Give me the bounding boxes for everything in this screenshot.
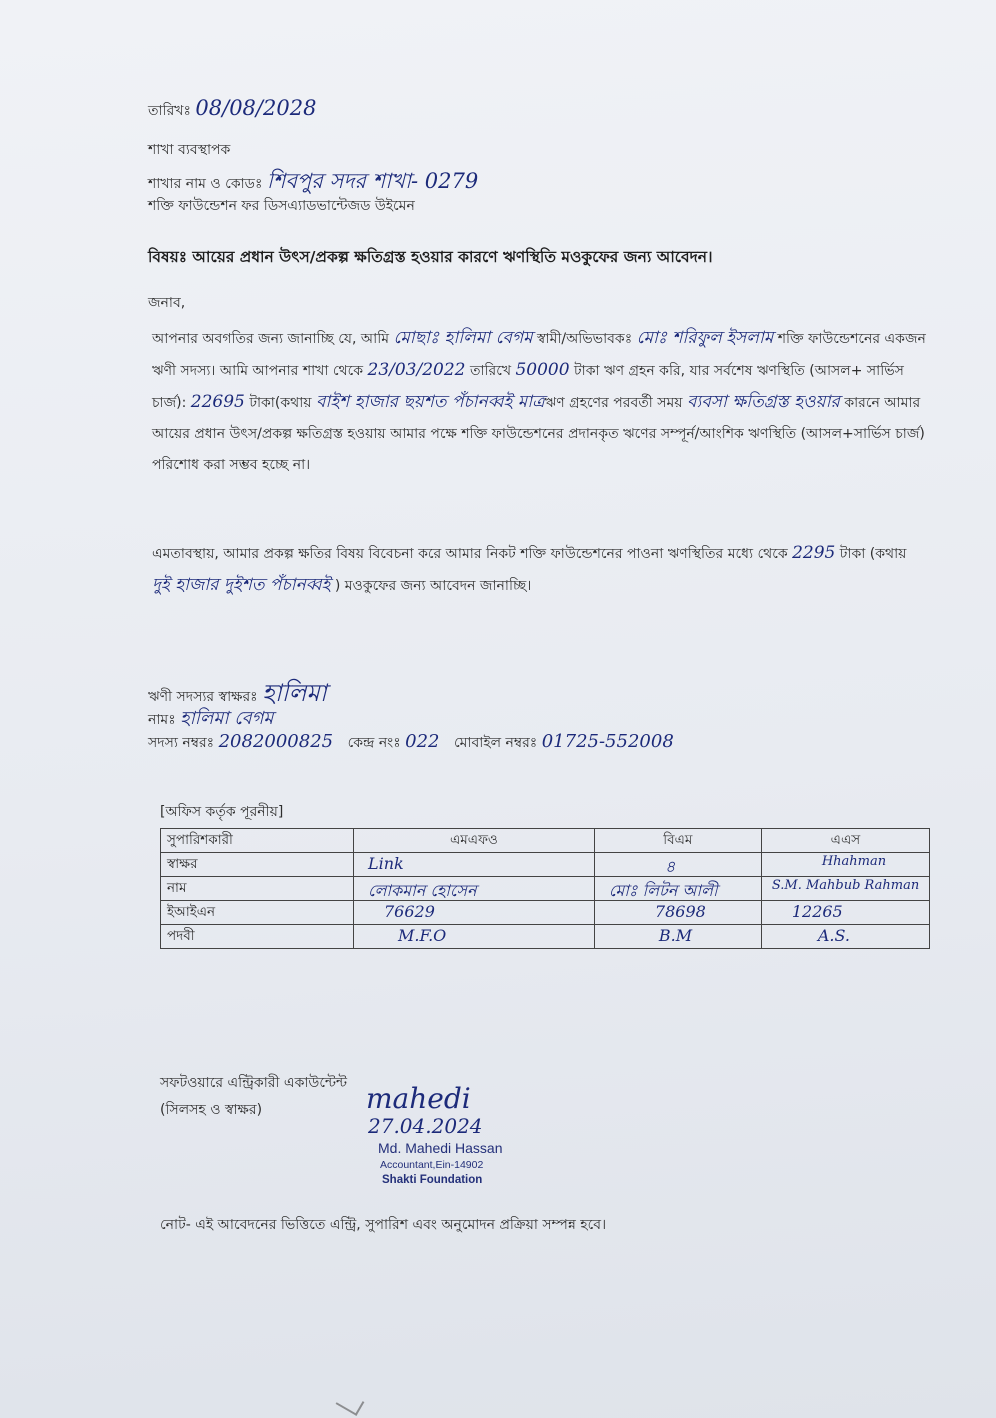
accountant-label: সফটওয়ারে এন্ট্রিকারী একাউন্টেন্ট xyxy=(160,1075,347,1091)
table-row: নাম লোকমান হোসেন মোঃ লিটন আলী S.M. Mahbub Rahman xyxy=(161,877,930,901)
member-signature: হালিমা xyxy=(262,679,327,707)
member-name-line: নামঃ হালিমা বেগম xyxy=(148,708,274,729)
mfo-signature: Link xyxy=(368,854,404,873)
date-value: 08/08/2028 xyxy=(195,96,317,120)
header-as: এএস xyxy=(761,829,929,853)
date-label: তারিখঃ xyxy=(148,103,191,119)
reason-handwritten: ব্যবসা ক্ষতিগ্রস্ত হওয়ার xyxy=(686,392,840,412)
stamp-name: Md. Mahedi Hassan xyxy=(378,1140,503,1156)
header-bm: বিএম xyxy=(594,829,761,853)
footer-note: নোট- এই আবেদনের ভিত্তিতে এন্ট্রি, সুপারিশ এবং অনুমোদন প্রক্রিয়া সম্পন্ন হবে। xyxy=(160,1217,607,1233)
table-row: ইআইএন 76629 78698 12265 xyxy=(161,901,930,925)
member-name: হালিমা বেগম xyxy=(180,708,274,729)
as-designation: A.S. xyxy=(817,926,850,945)
subject-line: বিষয়ঃ আয়ের প্রধান উৎস/প্রকল্প ক্ষতিগ্রস্ত হওয়ার কারণে ঋণস্থিতি মওকুফের জন্য আবেদন। xyxy=(148,248,713,266)
as-ein: 12265 xyxy=(791,902,843,921)
member-name-handwritten: মোছাঃ হালিমা বেগম xyxy=(393,328,533,348)
as-name: S.M. Mahbub Rahman xyxy=(771,878,920,893)
center-number: 022 xyxy=(405,731,440,752)
waiver-words-handwritten: দুই হাজার দুইশত পঁচানব্বই xyxy=(152,575,331,595)
stamp-title: Accountant,Ein-14902 xyxy=(380,1159,484,1171)
table-row: স্বাক্ষর Link ৪ Hhahman xyxy=(161,853,930,877)
salutation: জনাব, xyxy=(148,295,186,311)
as-signature: Hhahman xyxy=(821,854,887,869)
loan-amount-handwritten: 50000 xyxy=(515,360,570,380)
bm-signature: ৪ xyxy=(664,857,676,876)
member-id-line: সদস্য নম্বরঃ 2082000825 কেন্দ্র নংঃ 022 মোবাইল নম্বরঃ 01725-552008 xyxy=(148,731,674,752)
bm-ein: 78698 xyxy=(654,902,706,921)
waiver-amount-handwritten: 2295 xyxy=(792,543,836,563)
member-signature-line: ঋণী সদস্যর স্বাক্ষরঃ হালিমা xyxy=(148,679,327,707)
stamp-organization: Shakti Foundation xyxy=(382,1174,483,1186)
accountant-sign-date: 27.04.2024 xyxy=(368,1114,483,1138)
mfo-name: লোকমান হোসেন xyxy=(368,881,477,900)
loan-date-handwritten: 23/03/2022 xyxy=(367,360,466,380)
mfo-designation: M.F.O xyxy=(398,926,447,945)
accountant-signature: mahedi xyxy=(366,1082,471,1115)
branch-value: শিবপুর সদর শাখা- 0279 xyxy=(266,169,479,193)
guardian-handwritten: মোঃ শরিফুল xyxy=(636,328,722,348)
office-table xyxy=(160,828,930,949)
outstanding-handwritten: 22695 xyxy=(190,392,245,412)
guardian-handwritten-2: ইসলাম xyxy=(726,328,774,348)
table-header-row xyxy=(161,829,930,853)
recipient-title: শাখা ব্যবস্থাপক xyxy=(148,142,231,158)
outstanding-words-handwritten: বাইশ হাজার ছয়শত পঁচানব্বই মাত্র xyxy=(315,392,545,412)
mfo-ein: 76629 xyxy=(384,902,435,921)
bm-designation: B.M xyxy=(658,926,693,945)
header-recommender: সুপারিশকারী xyxy=(161,829,354,853)
member-id: 2082000825 xyxy=(218,731,334,752)
mobile-number: 01725-552008 xyxy=(541,731,674,752)
date-line xyxy=(148,96,316,123)
body-paragraph-1: আপনার অবগতির জন্য জানাচ্ছি যে, আমি মোছাঃ হালিমা বেগম স্বামী/অভিভাবকঃ মোঃ শরিফুল ইসলাম শক্তি ফাউন্ডেশনের একজন ঋণী সদস্য। আমি আপনার শাখা থেকে 23/03/2022 তারিখে 50000 টাকা ঋণ গ্রহন করি, যার সর্বশেষ ঋণস্থিতি (আসল+ সার্ভিস চার্জ): 22695 টাকা(কথায় বাইশ হাজার ছয়শত পঁচানব্বই মাত্রঋণ গ্রহণের পরবর্তী সময় ব্যবসা ক্ষতিগ্রস্ত হওয়ার কারনে আমার আয়ের প্রধান উৎস/প্রকল্প ক্ষতিগ্রস্ত হওয়ায় আমার পক্ষে শক্তি ফাউন্ডেশনের প্রদানকৃত ঋণের সম্পূর্ন/আংশিক ঋণস্থিতি (আসল+সার্ভিস চার্জ) পরিশোধ করা সম্ভব হচ্ছে না। xyxy=(152,328,926,473)
check-mark xyxy=(336,1390,365,1416)
branch-label: শাখার নাম ও কোডঃ xyxy=(148,176,263,192)
organization-line: শক্তি ফাউন্ডেশন ফর ডিসএ্যাডভান্টেজড উইমেন xyxy=(148,198,415,214)
table-row: পদবী M.F.O B.M A.S. xyxy=(161,925,930,949)
office-caption: [অফিস কর্তৃক পূরনীয়] xyxy=(160,804,284,820)
bm-name: মোঃ লিটন আলী xyxy=(608,881,718,900)
body-paragraph-2: এমতাবস্থায়, আমার প্রকল্প ক্ষতির বিষয় বিবেচনা করে আমার নিকট শক্তি ফাউন্ডেশনের পাওনা ঋণস্থিতির মধ্যে থেকে 2295 টাকা (কথায় দুই হাজার দুইশত পঁচানব্বই ) মওকুফের জন্য আবেদন জানাচ্ছি। xyxy=(152,543,907,595)
accountant-seal-label: (সিলসহ ও স্বাক্ষর) xyxy=(160,1102,263,1118)
header-mfo: এমএফও xyxy=(354,829,595,853)
